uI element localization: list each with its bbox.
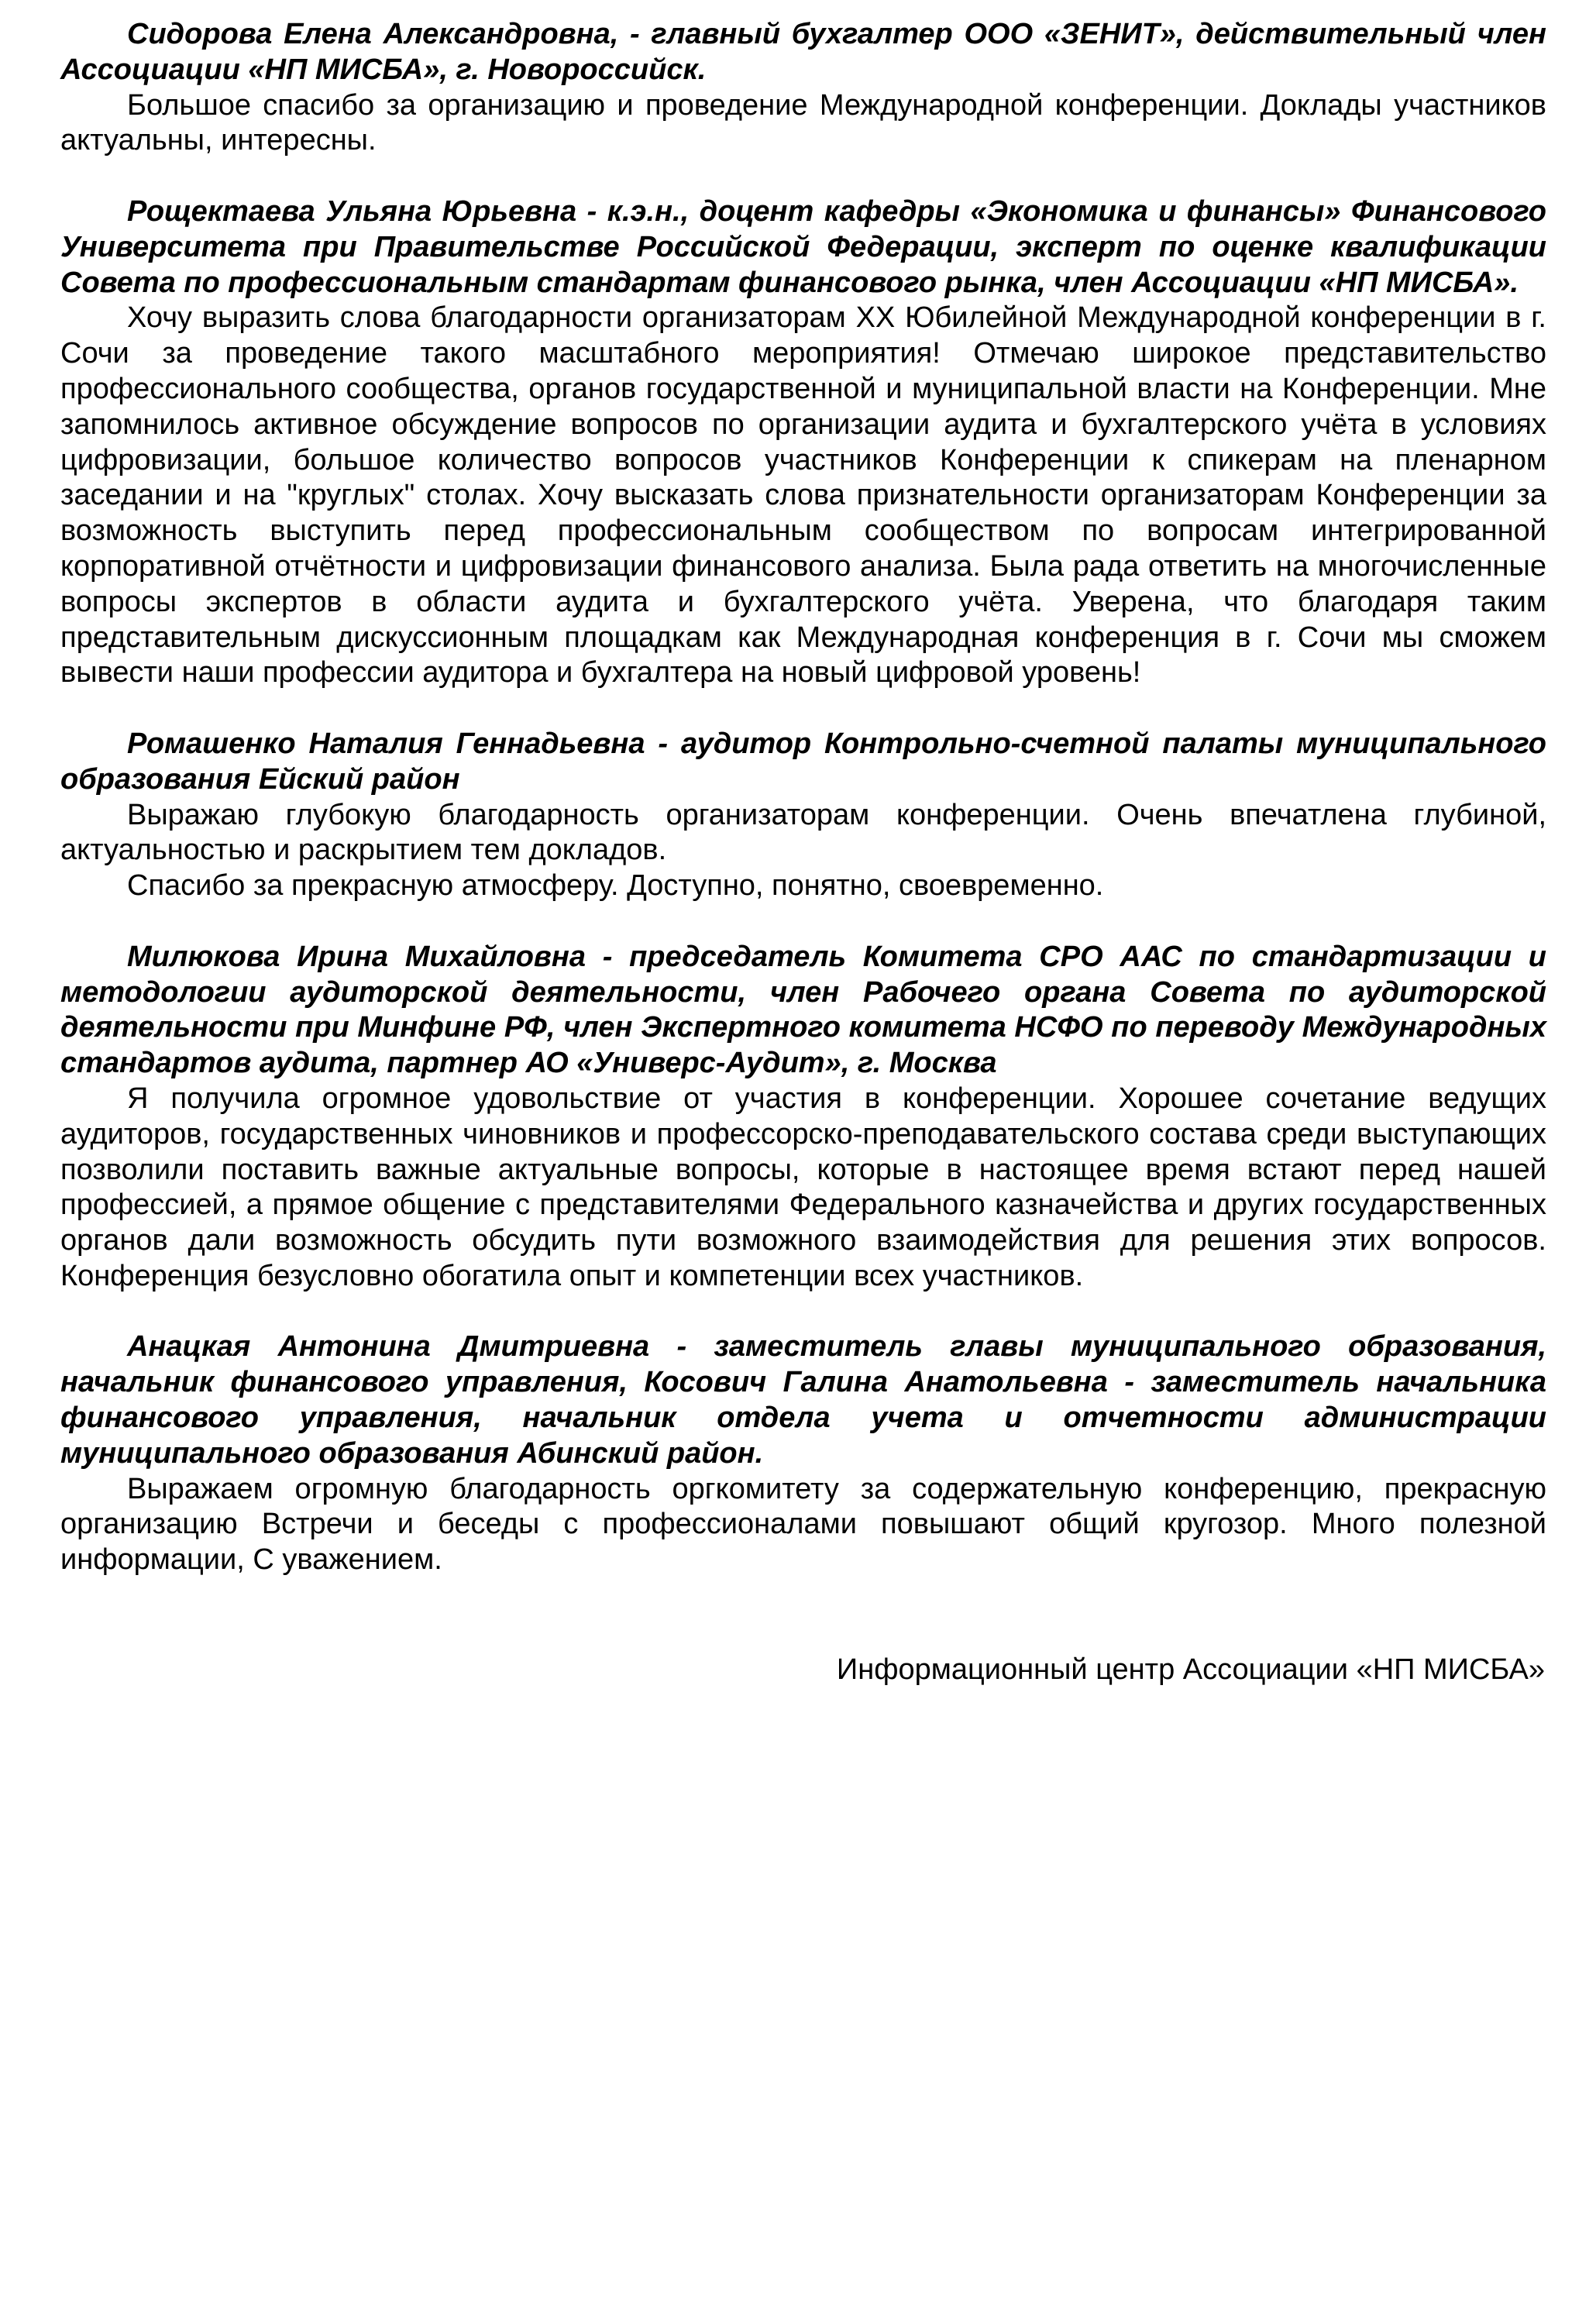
- author-heading: Анацкая Антонина Дмитриевна - заместитель главы муниципального образования, начальник финансового управления, Косович Галина Анатольевна - заместитель начальника финансового управления, начальник отдела учета и отчетности администрации муниципального образования Абинский район.: [60, 1330, 1546, 1470]
- feedback-entry: [60, 727, 1546, 904]
- author-heading: Милюкова Ирина Михайловна - председатель Комитета СРО ААС по стандартизации и методологии аудиторской деятельности, член Рабочего органа Совета по аудиторской деятельности при Минфине РФ, член Экспертного комитета НСФО по переводу Международных стандартов аудита, партнер АО «Универс-Аудит», г. Москва: [60, 940, 1546, 1080]
- feedback-entry: [60, 17, 1546, 159]
- feedback-entry: [60, 1329, 1546, 1578]
- feedback-text: Спасибо за прекрасную атмосферу. Доступно, понятно, своевременно.: [127, 869, 1104, 903]
- feedback-text: Большое спасибо за организацию и проведение Международной конференции. Доклады участников актуальны, интересны.: [60, 88, 1546, 157]
- feedback-text: Хочу выразить слова благодарности организаторам XX Юбилейной Международной конференции в г. Сочи за проведение такого масштабного мероприятия! Отмечаю широкое представительство профессионального сообщества, органов государственной и муниципальной власти на Конференции. Мне запомнилось активное обсуждение вопросов по организации аудита и бухгалтерского учёта в условиях цифровизации, большое количество вопросов участников Конференции к спикерам на пленарном заседании и на "круглых" столах. Хочу высказать слова признательности организаторам Конференции за возможность выступить перед профессиональным сообществом по вопросам интегрированной корпоративной отчётности и цифровизации финансового анализа. Была рада ответить на многочисленные вопросы экспертов в области аудита и бухгалтерского учёта. Уверена, что благодаря таким представительным дискуссионным площадкам как Международная конференция в г. Сочи мы сможем вывести наши профессии аудитора и бухгалтера на новый цифровой уровень!: [60, 301, 1546, 690]
- feedback-entry: [60, 194, 1546, 691]
- author-heading: Сидорова Елена Александровна, - главный бухгалтер ООО «ЗЕНИТ», действительный член Ассоциации «НП МИСБА», г. Новороссийск.: [60, 18, 1546, 86]
- signature: Информационный центр Ассоциации «НП МИСБА»: [836, 1653, 1545, 1687]
- document-page: [60, 17, 1546, 1688]
- author-heading: Рощектаева Ульяна Юрьевна - к.э.н., доцент кафедры «Экономика и финансы» Финансового Университета при Правительстве Российской Федерации, эксперт по оценке квалификации Совета по профессиональным стандартам финансового рынка, член Ассоциации «НП МИСБА».: [60, 194, 1546, 299]
- author-heading: Ромашенко Наталия Геннадьевна - аудитор Контрольно-счетной палаты муниципального образования Ейский район: [60, 727, 1546, 796]
- feedback-text: Я получила огромное удовольствие от участия в конференции. Хорошее сочетание ведущих аудиторов, государственных чиновников и профессорско-преподавательского состава среди выступающих позволили поставить важные актуальные вопросы, которые в настоящее время встают перед нашей профессией, а прямое общение с представителями Федерального казначейства и других государственных органов дали возможность обсудить пути возможного взаимодействия для решения этих вопросов. Конференция безусловно обогатила опыт и компетенции всех участников.: [60, 1082, 1546, 1292]
- feedback-text: Выражаю глубокую благодарность организаторам конференции. Очень впечатлена глубиной, актуальностью и раскрытием тем докладов.: [60, 798, 1546, 867]
- feedback-text: Выражаем огромную благодарность оргкомитету за содержательную конференцию, прекрасную организацию Встречи и беседы с профессионалами повышают общий кругозор. Много полезной информации, С уважением.: [60, 1472, 1546, 1577]
- feedback-entry: [60, 940, 1546, 1295]
